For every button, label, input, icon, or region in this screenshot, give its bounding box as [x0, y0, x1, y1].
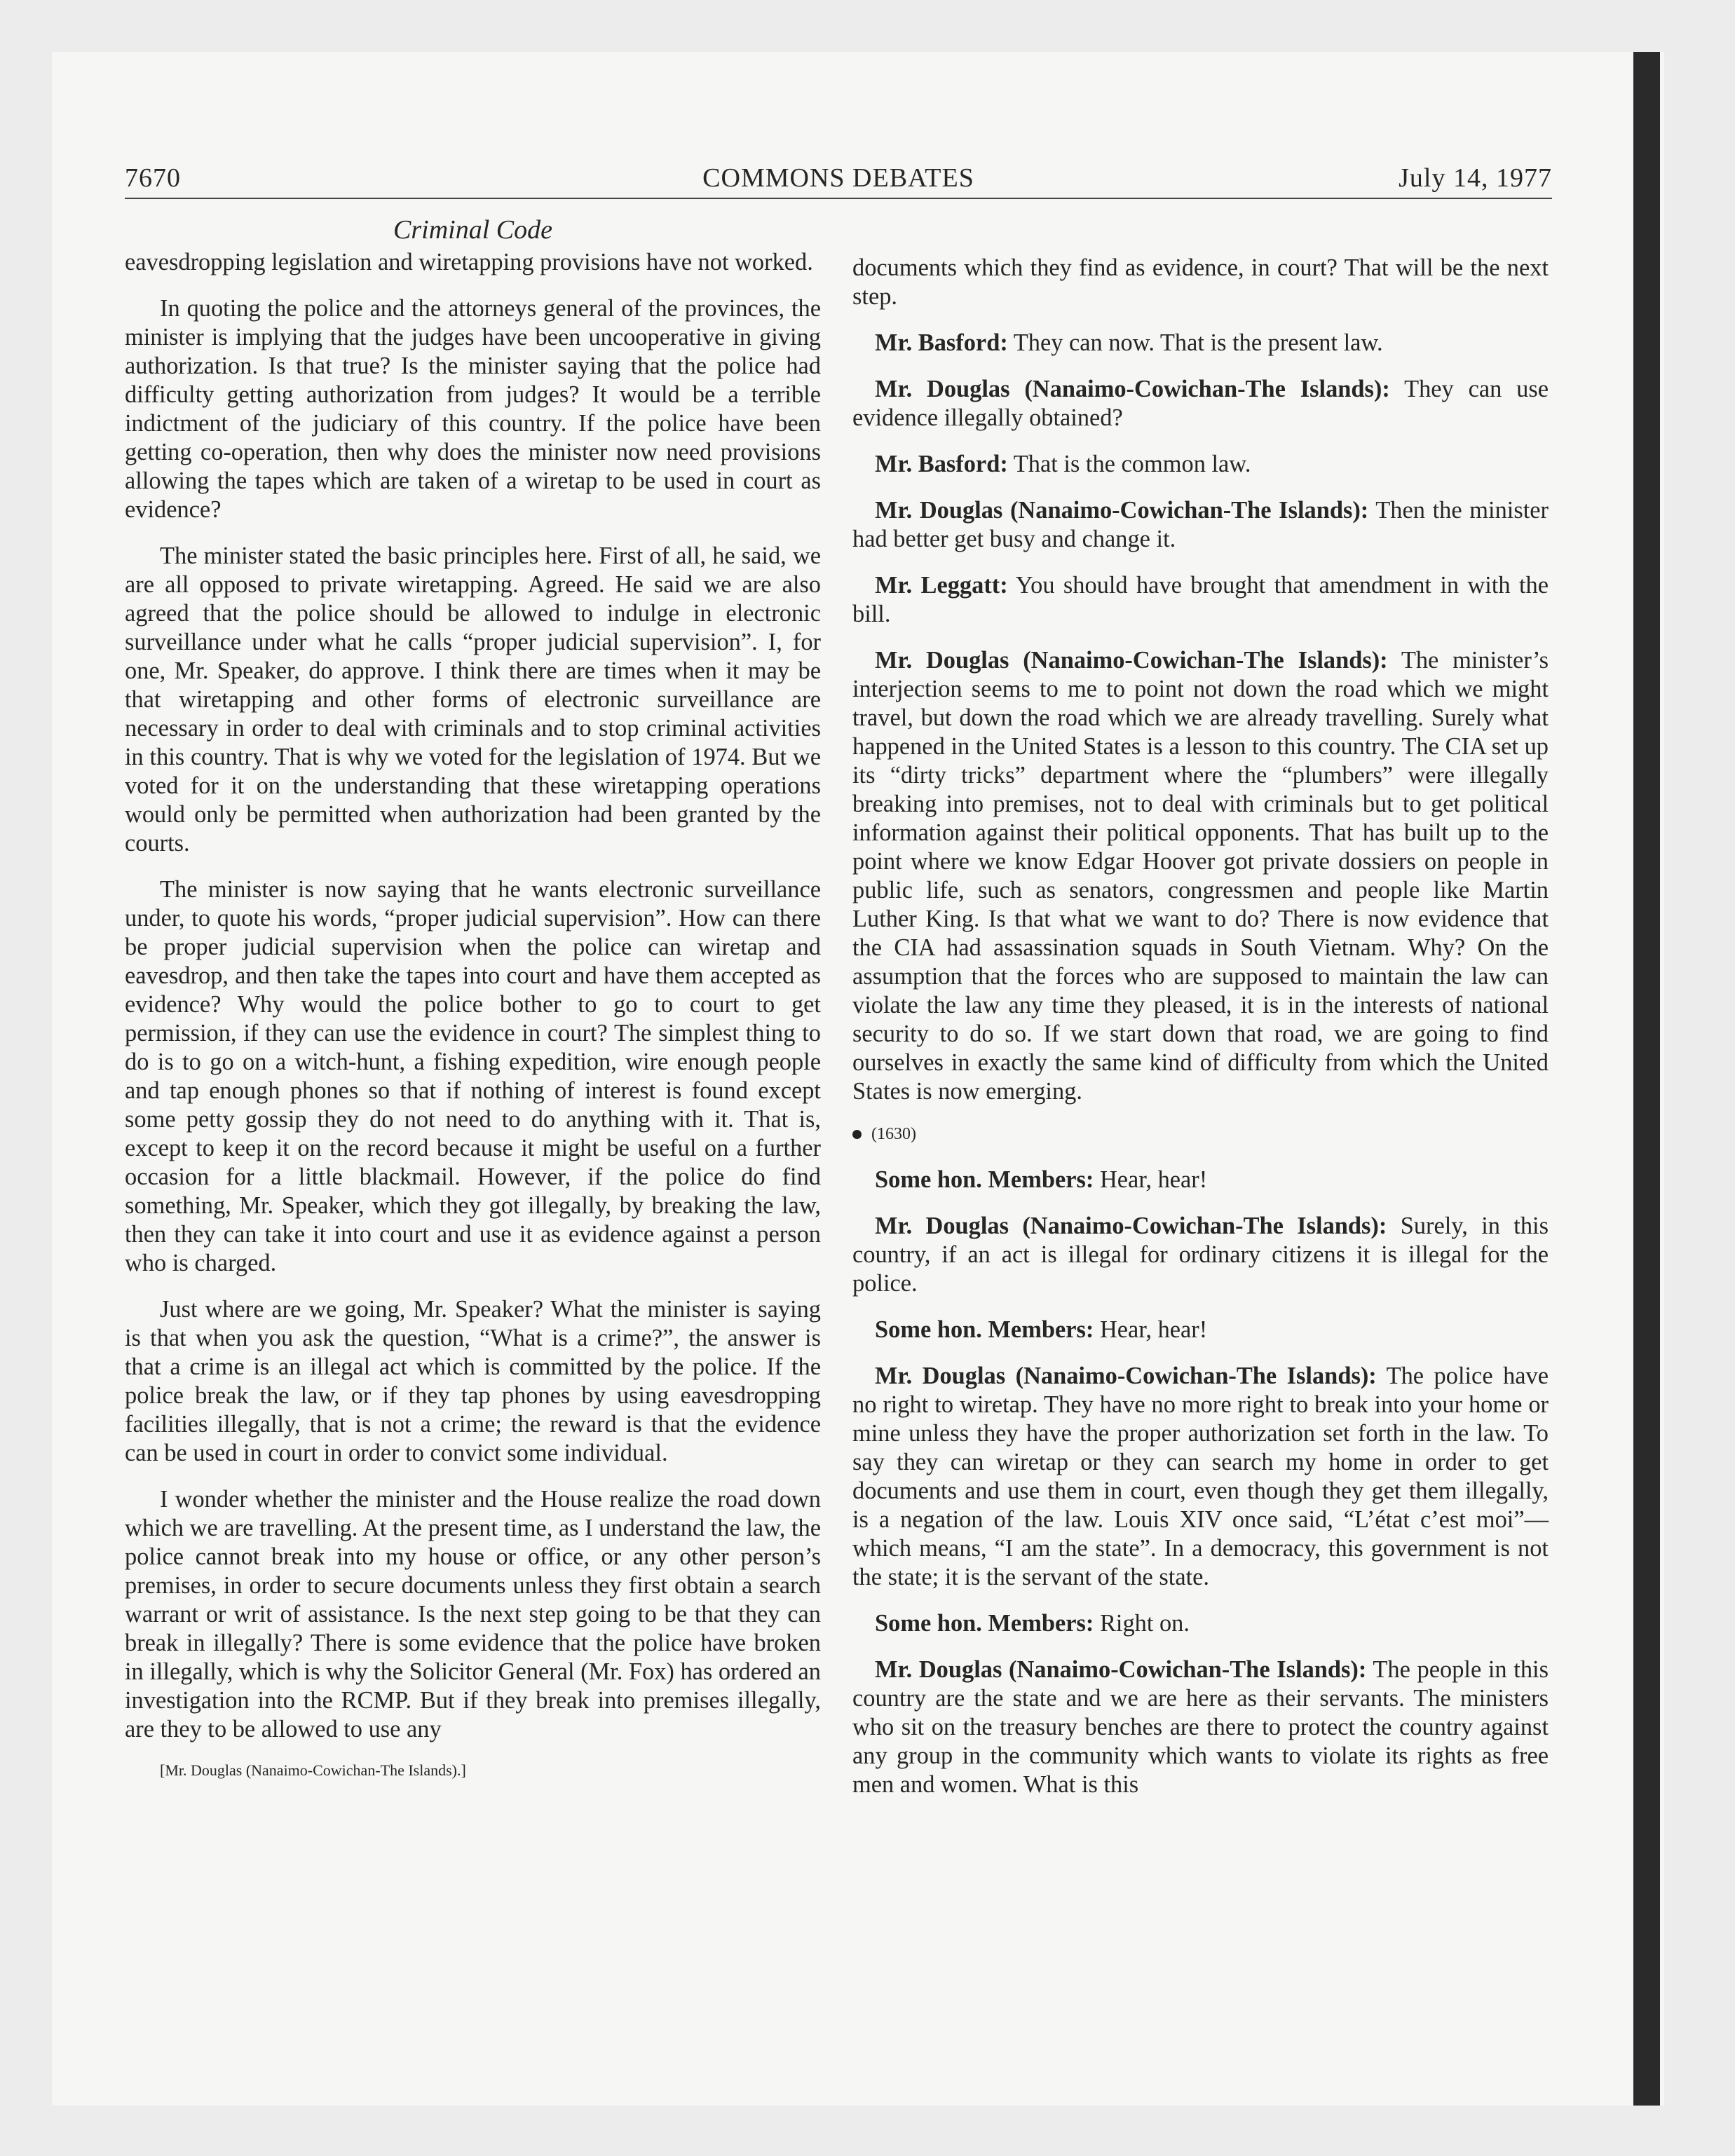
- speech-text: They can now. That is the present law.: [1013, 329, 1383, 356]
- paragraph: I wonder whether the minister and the House realize the road down which we are travelling. At the present time, as I understand the law, the police cannot break into my house or office, or any other person’s premises, in order to secure documents unless they first obtain a search warrant or writ of assistance. Is the next step going to be that they can break in illegally? There is some evidence that the police have broken in illegally, which is why the Solicitor General (Mr. Fox) has ordered an investigation into the RCMP. But if they break into premises illegally, are they to be allowed to use any: [125, 1486, 821, 1742]
- speech: [852, 1362, 1549, 1592]
- speech: [852, 329, 1549, 357]
- running-header: [125, 163, 1552, 199]
- speaker-name: Mr. Basford:: [875, 451, 1008, 477]
- speaker-name: Mr. Douglas (Nanaimo-Cowichan-The Islands):: [875, 1656, 1367, 1683]
- speech: [852, 375, 1549, 432]
- paragraph: In quoting the police and the attorneys general of the provinces, the minister is implying that the judges have been uncooperative in giving authorization. Is that true? Is the minister saying that the police had difficulty getting authorization from judges? It would be a terrible indictment of the judiciary of this country. If the police have been getting co-operation, then why does the minister now need provisions allowing the tapes which are taken of a wiretap to be used in court as evidence?: [125, 295, 821, 523]
- speaker-name: Mr. Douglas (Nanaimo-Cowichan-The Islands):: [875, 1213, 1387, 1239]
- speech: [852, 571, 1549, 629]
- speech-text: Hear, hear!: [1099, 1316, 1208, 1343]
- paragraph: The minister is now saying that he wants electronic surveillance under, to quote his words, “proper judicial supervision”. How can there be proper judicial supervision when the police can wiretap and eavesdrop, and then take the tapes into court and have them accepted as evidence? Why would the police bother to go to court to get permission, if they can use the evidence in court? The simplest thing to do is to go on a witch-hunt, a fishing expedition, wire enough people and tap enough phones so that if nothing of interest is found except some petty gossip they do not need to do anything with it. That is, except to keep it on the record because it might be useful on a further occasion for a little blackmail. However, if the police do find something, Mr. Speaker, which they got illegally, by breaking the law, then they can take it into court and use it as evidence against a person who is charged.: [125, 876, 821, 1276]
- page-number: 7670: [125, 163, 181, 193]
- speaker-name: Mr. Leggatt:: [875, 572, 1008, 599]
- speech-text: They can use evidence illegally obtained?: [852, 376, 1549, 431]
- section-title: Criminal Code: [393, 215, 552, 245]
- speech-text: Then the minister had better get busy and change it.: [852, 497, 1549, 552]
- speaker-name: Some hon. Members:: [875, 1316, 1094, 1343]
- right-column: [852, 254, 1549, 1817]
- speech: [852, 450, 1549, 479]
- paragraph: documents which they find as evidence, in court? That will be the next step.: [852, 254, 1549, 310]
- speech-text: Right on.: [1099, 1610, 1190, 1637]
- speech: [852, 1166, 1549, 1194]
- timestamp-marker: [852, 1124, 1549, 1145]
- speech: [852, 1212, 1549, 1298]
- speaker-name: Some hon. Members:: [875, 1166, 1094, 1193]
- bullet-icon: [852, 1130, 862, 1139]
- speaker-name: Mr. Douglas (Nanaimo-Cowichan-The Islands):: [875, 647, 1388, 674]
- speaker-name: Mr. Douglas (Nanaimo-Cowichan-The Islands):: [875, 1363, 1377, 1389]
- speech-text: Surely, in this country, if an act is illegal for ordinary citizens it is illegal for the police.: [852, 1213, 1549, 1297]
- scan-edge: [1633, 52, 1660, 2106]
- speech: [852, 1656, 1549, 1799]
- timestamp: (1630): [871, 1125, 916, 1143]
- paragraph: The minister stated the basic principles here. First of all, he said, we are all opposed to private wiretapping. Agreed. He said we are also agreed that the police should be allowed to indulge in electronic surveillance under what he calls “proper judicial supervision”. I, for one, Mr. Speaker, do approve. I think there are times when it may be that wiretapping and other forms of electronic surveillance are necessary in order to deal with criminals and to stop criminal activities in this country. That is why we voted for the legislation of 1974. But we voted for it on the understanding that these wiretapping operations would only be permitted when authorization had been granted by the courts.: [125, 543, 821, 857]
- speaker-name: Mr. Douglas (Nanaimo-Cowichan-The Islands):: [875, 497, 1369, 524]
- paragraph: eavesdropping legislation and wiretapping provisions have not worked.: [125, 249, 813, 275]
- speaker-name: Mr. Douglas (Nanaimo-Cowichan-The Islands):: [875, 376, 1390, 402]
- speech: [852, 1316, 1549, 1344]
- speaker-note: [Mr. Douglas (Nanaimo-Cowichan-The Islands).]: [160, 1761, 466, 1779]
- paragraph: Just where are we going, Mr. Speaker? What the minister is saying is that when you ask the question, “What is a crime?”, the answer is that a crime is an illegal act which is committed by the police. If the police break the law, or if they tap phones by using eavesdropping facilities illegally, that is not a crime; the reward is that the evidence can be used in court in order to convict some individual.: [125, 1296, 821, 1466]
- speech-text: The police have no right to wiretap. They have no more right to break into your home or mine unless they have the proper authorization set forth in the law. To say they can wiretap or they can search my home in order to get documents and use them in court, even though they get them illegally, is a negation of the law. Louis XIV once said, “L’état c’est moi”—which means, “I am the state”. In a democracy, this government is not the state; it is the servant of the state.: [852, 1363, 1549, 1590]
- speech-text: You should have brought that amendment in with the bill.: [852, 572, 1549, 627]
- speech: [852, 646, 1549, 1106]
- speech-text: The people in this country are the state and we are here as their servants. The ministers who sit on the treasury benches are there to protect the country against any group in the community which wants to violate its rights as free men and women. What is this: [852, 1656, 1549, 1798]
- publication-title: COMMONS DEBATES: [702, 163, 974, 193]
- speech-text: Hear, hear!: [1099, 1166, 1208, 1193]
- speaker-name: Some hon. Members:: [875, 1610, 1094, 1637]
- header-date: July 14, 1977: [1399, 163, 1552, 193]
- speech-text: The minister’s interjection seems to me to point not down the road which we might travel, but down the road which we are already travelling. Surely what happened in the United States is a lesson to this country. The CIA set up its “dirty tricks” department where the “plumbers” were illegally breaking into premises, not to deal with criminals but to get political information against their political opponents. That has built up to the point where we know Edgar Hoover got private dossiers on people in public life, such as senators, congressmen and people like Martin Luther King. Is that what we want to do? There is now evidence that the CIA had assassination squads in South Vietnam. Why? On the assumption that the forces who are supposed to maintain the law can violate the law any time they pleased, it is in the interests of national security to do so. If we start down that road, we are going to find ourselves in exactly the same kind of difficulty from which the United States is now emerging.: [852, 647, 1549, 1105]
- speech: [852, 1609, 1549, 1638]
- left-column: [125, 248, 821, 1797]
- speaker-name: Mr. Basford:: [875, 329, 1008, 356]
- speech: [852, 496, 1549, 554]
- speech-text: That is the common law.: [1013, 451, 1251, 477]
